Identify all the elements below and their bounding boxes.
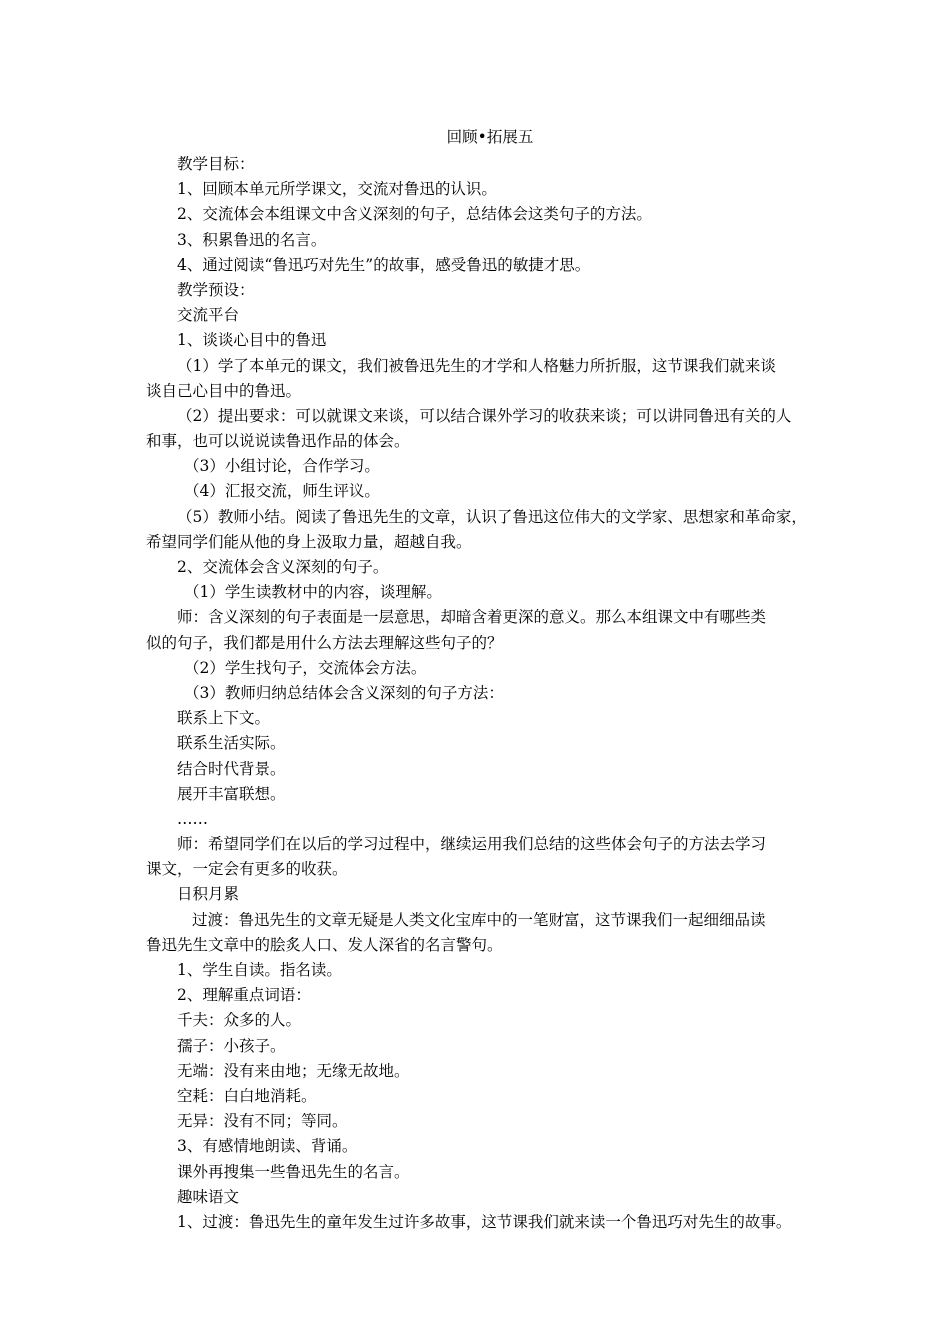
text-line: 无异：没有不同；等同。 — [177, 1112, 348, 1131]
text-line: 孺子：小孩子。 — [177, 1036, 286, 1055]
text-line: （3）小组讨论，合作学习。 — [184, 457, 380, 476]
text-line: 交流平台 — [177, 306, 240, 325]
text-line: 无端：没有来由地；无缘无故地。 — [177, 1061, 410, 1080]
text-line: 课文，一定会有更多的收获。 — [146, 860, 348, 879]
text-line: （5）教师小结。阅读了鲁迅先生的文章，认识了鲁迅这位伟大的文学家、思想家和革命家， — [177, 507, 807, 526]
text-line: 联系生活实际。 — [177, 734, 286, 753]
text-line: 鲁迅先生文章中的脍炙人口、发人深省的名言警句。 — [146, 935, 503, 954]
text-line: 1、学生自读。指名读。 — [177, 961, 342, 979]
document-title: 回顾•拓展五 — [446, 128, 534, 146]
text-line: 过渡：鲁迅先生的文章无疑是人类文化宝库中的一笔财富，这节课我们一起细细品读 — [192, 910, 766, 929]
text-line: …… — [177, 809, 208, 828]
text-line: （2）学生找句子，交流体会方法。 — [184, 658, 427, 677]
document-body — [146, 152, 822, 1235]
text-line: 3、积累鲁迅的名言。 — [177, 230, 327, 249]
text-line: 谈自己心目中的鲁迅。 — [146, 381, 302, 400]
text-line: 4、通过阅读“鲁迅巧对先生”的故事，感受鲁迅的敏捷才思。 — [177, 255, 591, 274]
text-line: 师：含义深刻的句子表面是一层意思，却暗含着更深的意义。那么本组课文中有哪些类 — [177, 608, 767, 627]
text-line: （4）汇报交流，师生评议。 — [184, 482, 380, 501]
text-line: 和事，也可以说说读鲁迅作品的体会。 — [146, 432, 410, 451]
text-line: 2、交流体会含义深刻的句子。 — [177, 558, 389, 576]
text-line: 教学预设： — [177, 280, 255, 299]
text-line: 千夫：众多的人。 — [177, 1011, 302, 1030]
text-line: 日积月累 — [177, 885, 240, 904]
text-line: 2、交流体会本组课文中含义深刻的句子，总结体会这类句子的方法。 — [177, 205, 652, 224]
text-line: （3）教师归纳总结体会含义深刻的句子方法： — [184, 683, 504, 702]
text-line: 似的句子，我们都是用什么方法去理解这些句子的？ — [146, 633, 503, 652]
text-line: 空耗：白白地消耗。 — [177, 1086, 317, 1105]
text-line: 结合时代背景。 — [177, 759, 286, 778]
text-line: 联系上下文。 — [177, 709, 271, 728]
text-line: 3、有感情地朗读、背诵。 — [177, 1137, 358, 1156]
text-line: 课外再搜集一些鲁迅先生的名言。 — [177, 1162, 410, 1181]
text-line: （1）学了本单元的课文，我们被鲁迅先生的才学和人格魅力所折服，这节课我们就来谈 — [177, 356, 776, 375]
text-line: 师：希望同学们在以后的学习过程中，继续运用我们总结的这些体会句子的方法去学习 — [177, 835, 767, 854]
text-line: 教学目标： — [177, 155, 255, 173]
text-line: 1、过渡：鲁迅先生的童年发生过许多故事，这节课我们就来读一个鲁迅巧对先生的故事。 — [177, 1212, 792, 1231]
text-line: 趣味语文 — [177, 1187, 240, 1206]
text-line: 展开丰富联想。 — [177, 784, 286, 803]
text-line: 2、理解重点词语： — [177, 986, 311, 1005]
text-line: （2）提出要求：可以就课文来谈，可以结合课外学习的收获来谈；可以讲同鲁迅有关的人 — [177, 406, 792, 425]
text-line: （1）学生读教材中的内容，谈理解。 — [184, 583, 442, 602]
text-line: 希望同学们能从他的身上汲取力量，超越自我。 — [146, 532, 472, 551]
text-line: 1、回顾本单元所学课文，交流对鲁迅的认识。 — [177, 180, 497, 199]
text-line: 1、谈谈心目中的鲁迅 — [177, 331, 327, 350]
